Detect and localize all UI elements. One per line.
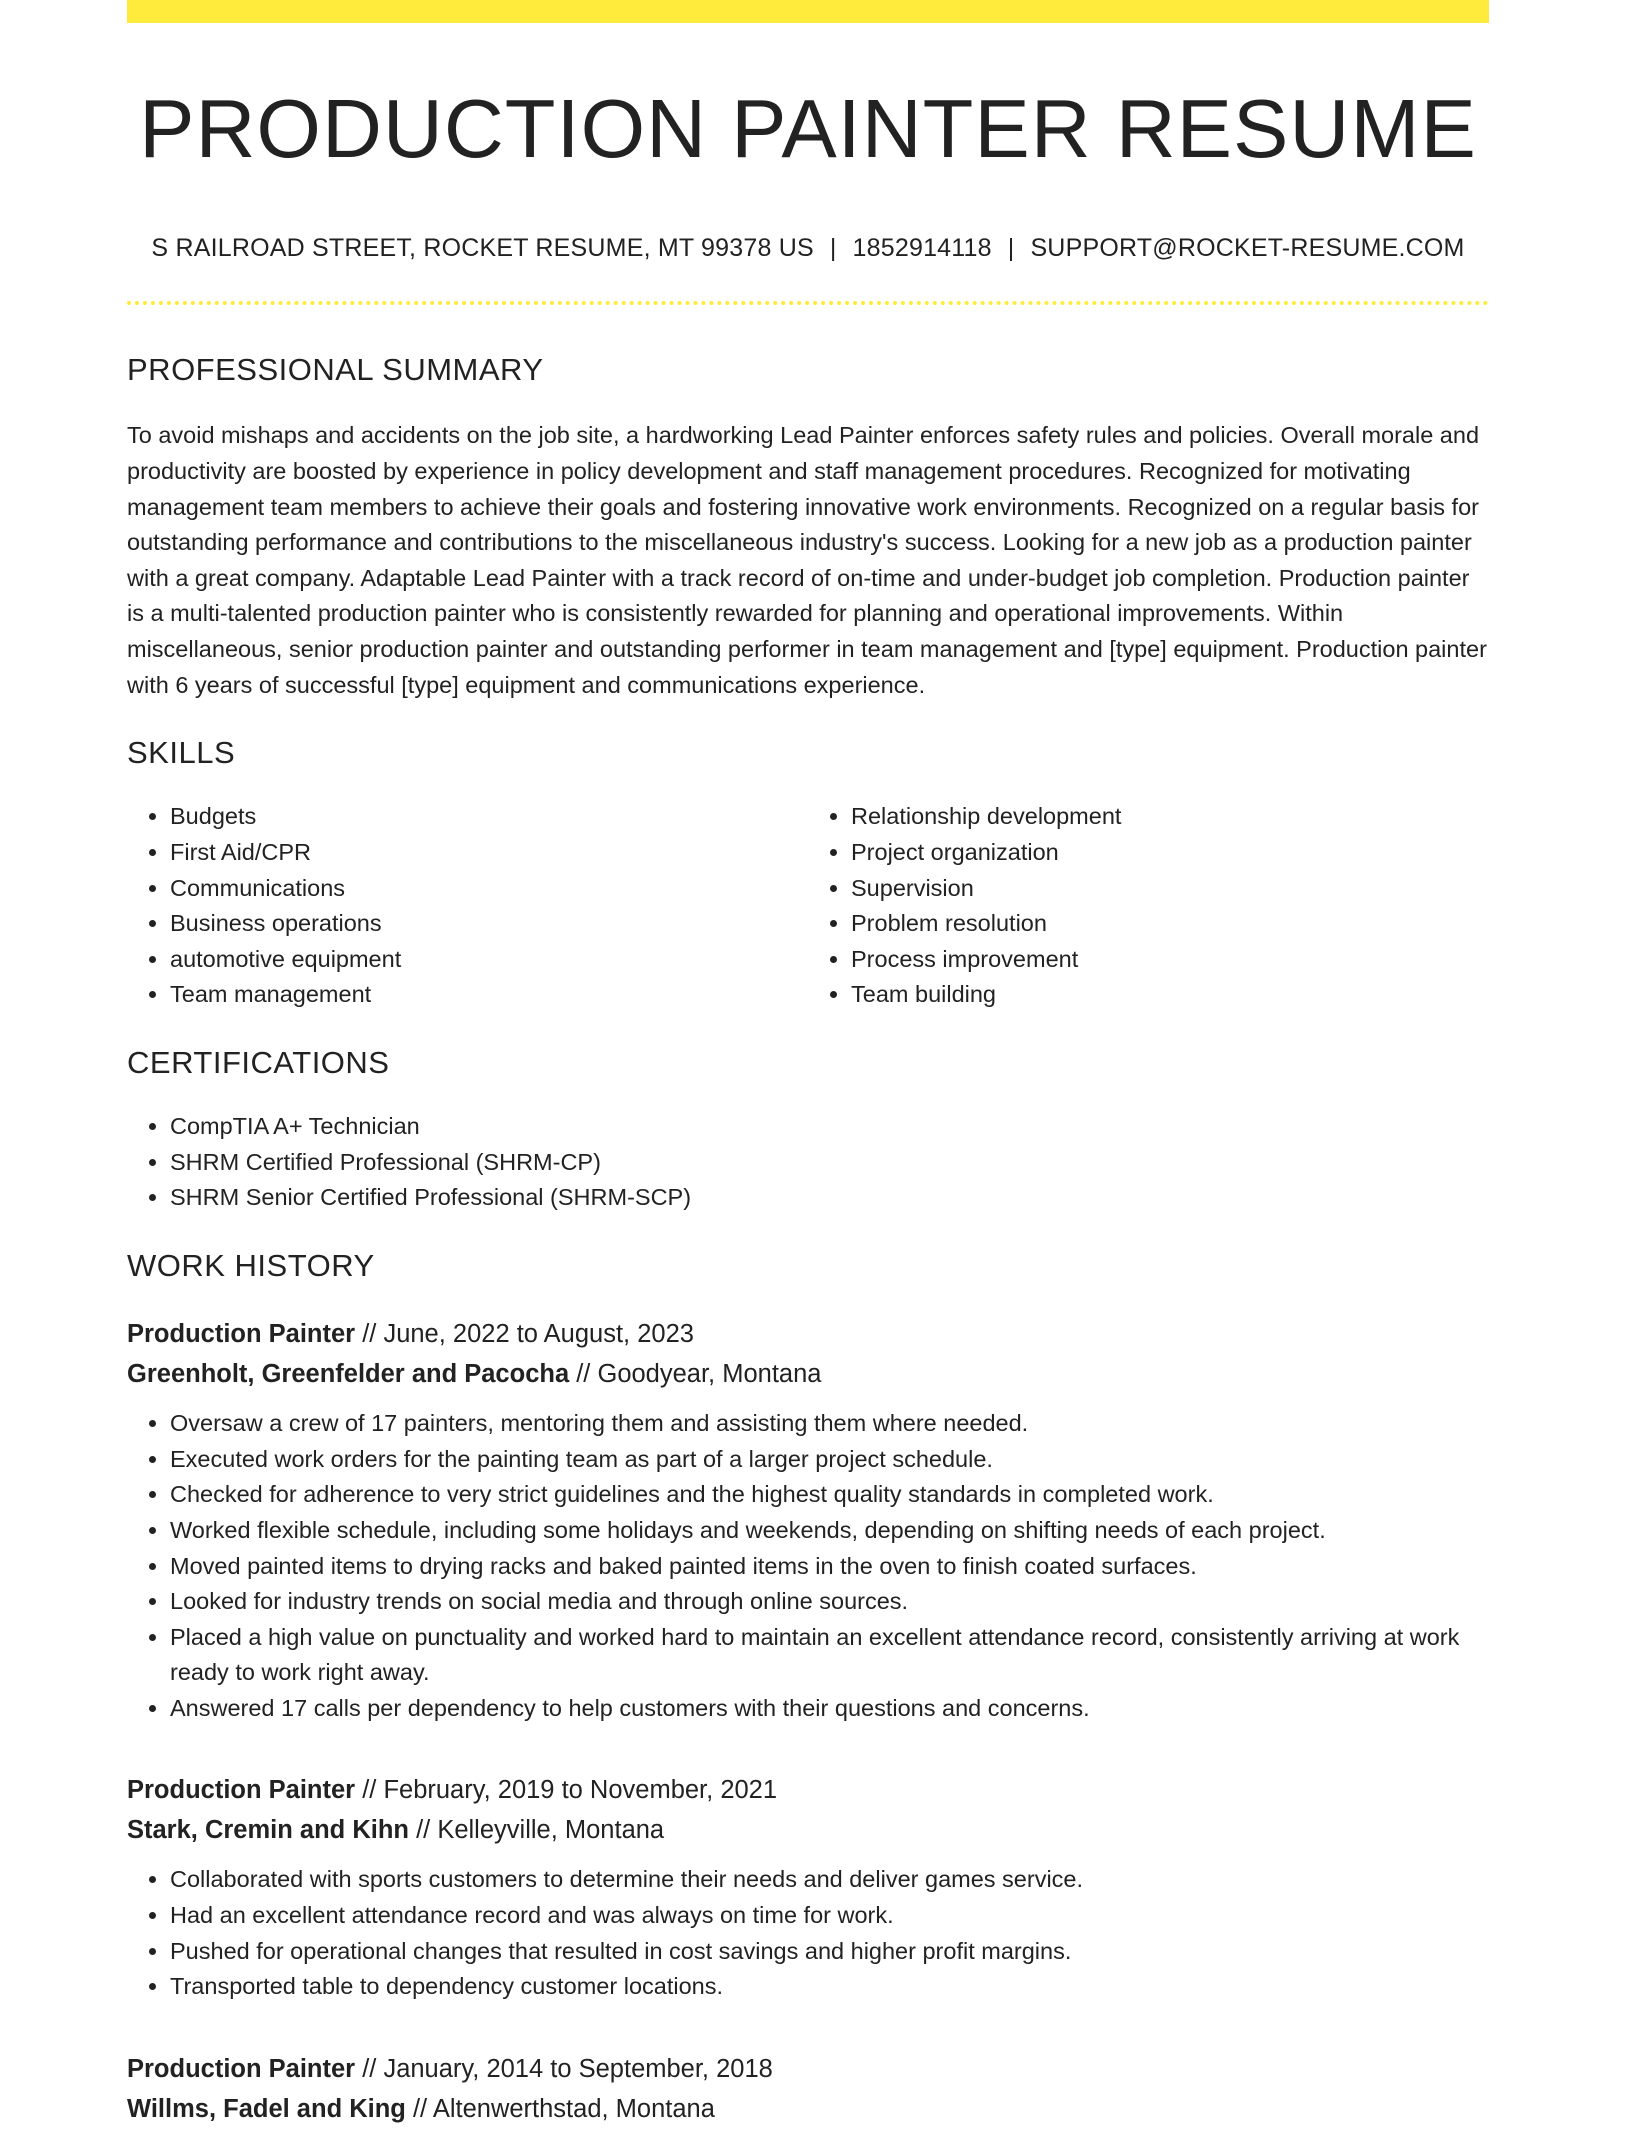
skills-list-right [808, 799, 1489, 1013]
job-bullet: • Checked for adherence to very strict guidelines and the highest quality standards in completed work. [170, 1477, 1489, 1513]
summary-heading: PROFESSIONAL SUMMARY [127, 352, 544, 388]
skill-item: • Team management [170, 977, 808, 1013]
certification-item: • SHRM Senior Certified Professional (SHRM-SCP) [170, 1180, 1489, 1216]
contact-line [127, 234, 1489, 263]
job-bullet: • Moved painted items to drying racks and baked painted items in the oven to finish coated surfaces. [170, 1549, 1489, 1585]
job-company-line [127, 1810, 1489, 1850]
skills-list-left [127, 799, 808, 1013]
job-company-line [127, 1354, 1489, 1394]
contact-email[interactable]: SUPPORT@ROCKET-RESUME.COM [1030, 234, 1465, 263]
job-bullets [127, 1862, 1489, 2004]
skill-item: • Problem resolution [851, 906, 1489, 942]
contact-phone[interactable]: 1852914118 [852, 234, 992, 263]
job-location: // Goodyear, Montana [569, 1360, 822, 1389]
job-title: Production Painter [127, 2054, 356, 2083]
job-title-line [127, 1770, 1489, 1810]
job-location: // Altenwerthstad, Montana [405, 2094, 715, 2123]
job-bullet: • Pushed for operational changes that resulted in cost savings and higher profit margins. [170, 1934, 1489, 1970]
job-company: Stark, Cremin and Kihn [127, 1816, 409, 1845]
skill-item: • Supervision [851, 871, 1489, 907]
job-bullet: • Collaborated with sports customers to determine their needs and deliver games service. [170, 1862, 1489, 1898]
accent-top-bar [127, 0, 1489, 23]
certifications-list [127, 1109, 1489, 1216]
job-entry [127, 2049, 1489, 2129]
work-history-heading: WORK HISTORY [127, 1247, 375, 1283]
contact-separator: | [1007, 234, 1015, 263]
job-bullets [127, 1406, 1489, 1726]
job-bullet: • Had an excellent attendance record and was always on time for work. [170, 1898, 1489, 1934]
skill-item: • Process improvement [851, 942, 1489, 978]
job-bullet: • Looked for industry trends on social media and through online sources. [170, 1584, 1489, 1620]
job-location: // Kelleyville, Montana [408, 1816, 665, 1845]
skill-item: • Communications [170, 871, 808, 907]
skill-item: • Relationship development [851, 799, 1489, 835]
job-company-line [127, 2089, 1489, 2129]
contact-separator: | [829, 234, 837, 263]
skill-item: • First Aid/CPR [170, 835, 808, 871]
job-bullet: • Transported table to dependency customer locations. [170, 1969, 1489, 2005]
resume-title: PRODUCTION PAINTER RESUME [139, 82, 1477, 175]
job-dates: // June, 2022 to August, 2023 [355, 1320, 694, 1349]
resume-page [127, 0, 1489, 2129]
job-dates: // February, 2019 to November, 2021 [355, 1776, 778, 1805]
job-bullet: • Oversaw a crew of 17 painters, mentoring them and assisting them where needed. [170, 1406, 1489, 1442]
skills-section [127, 734, 1489, 1013]
certification-item: • SHRM Certified Professional (SHRM-CP) [170, 1145, 1489, 1181]
work-history-section [127, 1247, 1489, 2129]
job-bullet: • Placed a high value on punctuality and worked hard to maintain an excellent attendance record, consistently arriving at work ready to work right away. [170, 1620, 1489, 1691]
dotted-divider [127, 301, 1489, 305]
job-company: Greenholt, Greenfelder and Pacocha [127, 1360, 570, 1389]
certification-item: • CompTIA A+ Technician [170, 1109, 1489, 1145]
summary-text: To avoid mishaps and accidents on the job site, a hardworking Lead Painter enforces safety rules and policies. Overall morale and productivity are boosted by experience in policy development and staff management procedures. Recognized for motivating management team members to achieve their goals and fostering innovative work environments. Recognized on a regular basis for outstanding performance and contributions to the miscellaneous industry's success. Looking for a new job as a production painter with a great company. Adaptable Lead Painter with a track record of on-time and under-budget job completion. Production painter is a multi-talented production painter who is consistently rewarded for planning and operational improvements. Within miscellaneous, senior production painter and outstanding performer in team management and [type] equipment. Production painter with 6 years of successful [type] equipment and communications experience. [127, 422, 1487, 698]
job-title-line [127, 2049, 1489, 2089]
certifications-heading: CERTIFICATIONS [127, 1044, 390, 1080]
skills-grid [127, 799, 1489, 1013]
job-dates: // January, 2014 to September, 2018 [355, 2054, 773, 2083]
certifications-section [127, 1044, 1489, 1216]
skill-item: • Business operations [170, 906, 808, 942]
contact-address: S RAILROAD STREET, ROCKET RESUME, MT 99378 US [151, 234, 814, 263]
job-company: Willms, Fadel and King [127, 2094, 406, 2123]
summary-section [127, 351, 1489, 703]
job-entry [127, 1770, 1489, 2004]
skill-item: • automotive equipment [170, 942, 808, 978]
job-title-line [127, 1314, 1489, 1354]
job-bullet: • Answered 17 calls per dependency to help customers with their questions and concerns. [170, 1691, 1489, 1727]
skills-heading: SKILLS [127, 735, 236, 771]
job-bullet: • Worked flexible schedule, including some holidays and weekends, depending on shifting needs of each project. [170, 1513, 1489, 1549]
skill-item: • Budgets [170, 799, 808, 835]
job-title: Production Painter [127, 1776, 356, 1805]
job-title: Production Painter [127, 1320, 356, 1349]
skill-item: • Project organization [851, 835, 1489, 871]
skill-item: • Team building [851, 977, 1489, 1013]
job-bullet: • Executed work orders for the painting team as part of a larger project schedule. [170, 1442, 1489, 1478]
job-entry [127, 1314, 1489, 1726]
